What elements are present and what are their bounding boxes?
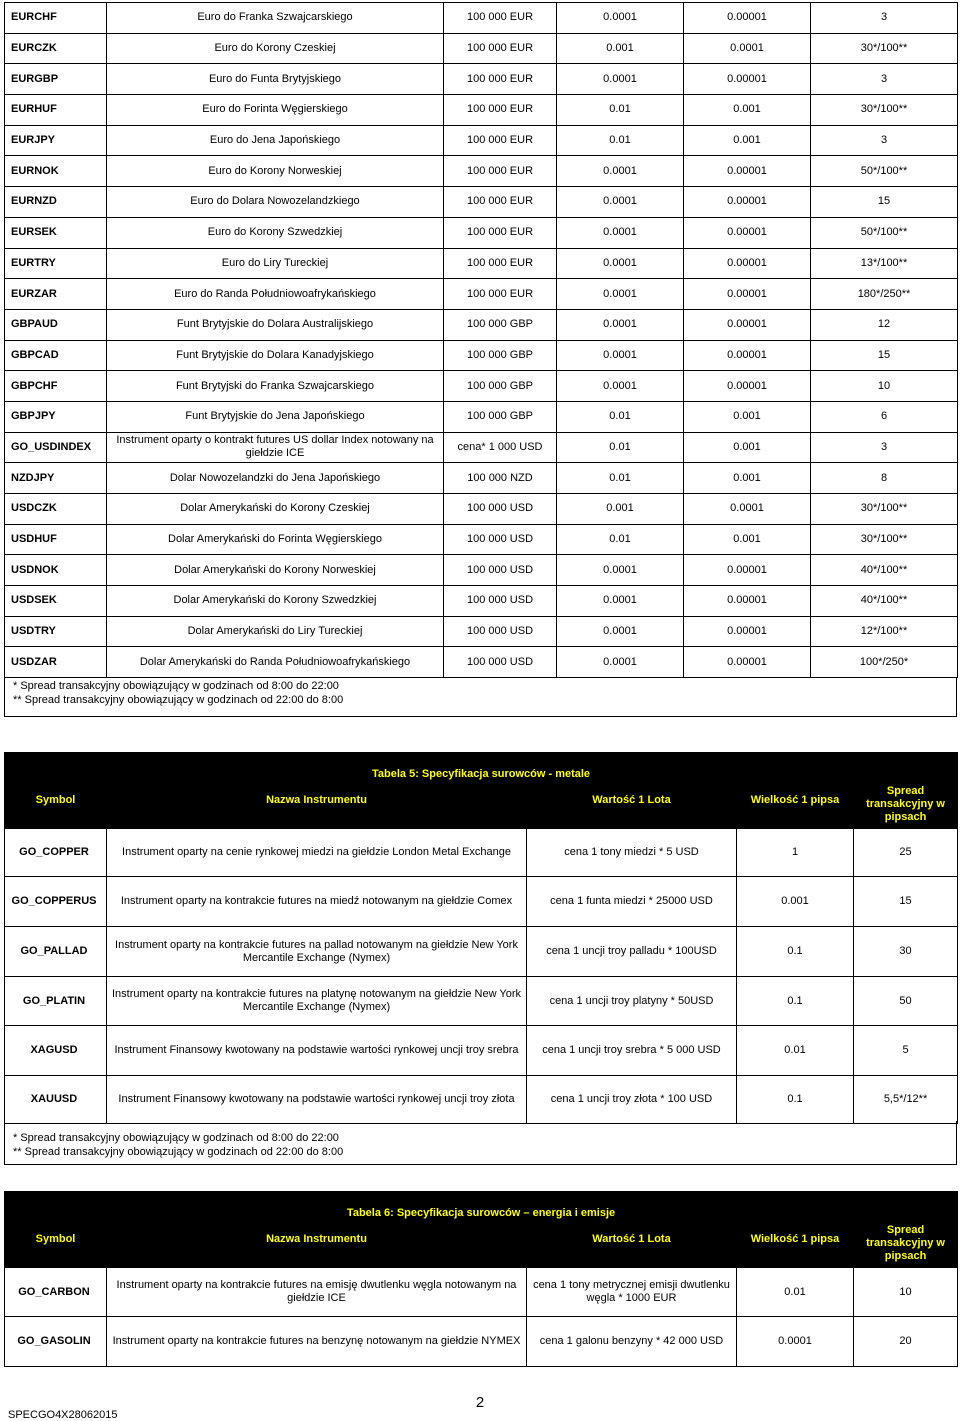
lot-value-cell: 100 000 EUR bbox=[444, 248, 557, 279]
instrument-name-cell: Dolar Amerykański do Liry Tureckiej bbox=[107, 616, 444, 647]
table-row bbox=[5, 3, 958, 34]
lot-value-cell: 100 000 EUR bbox=[444, 279, 557, 310]
lot-value-cell: 100 000 EUR bbox=[444, 33, 557, 64]
symbol-cell: GO_PALLAD bbox=[5, 927, 107, 977]
table-row bbox=[5, 927, 958, 977]
lot-value-cell: cena 1 funta miedzi * 25000 USD bbox=[527, 877, 737, 927]
metals-footnotes bbox=[4, 1121, 957, 1165]
pip-size-cell: 0.0001 bbox=[557, 647, 684, 678]
pip-size-cell: 0.001 bbox=[557, 494, 684, 525]
lot-value-cell: 100 000 EUR bbox=[444, 3, 557, 34]
spread-cell: 40*/100** bbox=[811, 586, 958, 617]
pip-value-cell: 0.0001 bbox=[684, 33, 811, 64]
forex-table bbox=[4, 2, 958, 678]
table-row bbox=[5, 95, 958, 126]
table-title-row bbox=[5, 1192, 958, 1220]
metals-table bbox=[4, 752, 958, 1124]
instrument-name-cell: Instrument oparty na kontrakcie futures na emisję dwutlenku węgla notowanym na giełdzie ICE bbox=[107, 1268, 527, 1317]
pip-size-cell: 0.0001 bbox=[557, 3, 684, 34]
pip-size-cell: 0.0001 bbox=[557, 64, 684, 95]
spread-cell: 6 bbox=[811, 401, 958, 432]
instrument-name-cell: Instrument Finansowy kwotowany na podstawie wartości rynkowej uncji troy srebra bbox=[107, 1026, 527, 1076]
symbol-cell: GBPAUD bbox=[5, 309, 107, 340]
lot-value-cell: 100 000 EUR bbox=[444, 187, 557, 218]
table-row bbox=[5, 1317, 958, 1367]
lot-value-cell: 100 000 EUR bbox=[444, 156, 557, 187]
spread-cell: 100*/250* bbox=[811, 647, 958, 678]
spread-cell: 8 bbox=[811, 463, 958, 494]
table-row bbox=[5, 309, 958, 340]
instrument-name-cell: Dolar Amerykański do Korony Czeskiej bbox=[107, 494, 444, 525]
lot-value-cell: 100 000 GBP bbox=[444, 340, 557, 371]
pip-size-cell: 0.01 bbox=[557, 432, 684, 463]
table-title: Tabela 5: Specyfikacja surowców - metale bbox=[5, 753, 958, 781]
spread-cell: 15 bbox=[811, 187, 958, 218]
symbol-cell: EURHUF bbox=[5, 95, 107, 126]
spread-cell: 50 bbox=[854, 977, 958, 1026]
spread-cell: 5,5*/12** bbox=[854, 1076, 958, 1124]
symbol-cell: EURCZK bbox=[5, 33, 107, 64]
pip-size-cell: 0.01 bbox=[557, 401, 684, 432]
column-header: Wartość 1 Lota bbox=[527, 781, 737, 829]
instrument-name-cell: Euro do Liry Tureckiej bbox=[107, 248, 444, 279]
pip-size-cell: 0.0001 bbox=[557, 371, 684, 402]
pip-value-cell: 0.00001 bbox=[684, 187, 811, 218]
spread-cell: 15 bbox=[854, 877, 958, 927]
spread-cell: 3 bbox=[811, 432, 958, 463]
symbol-cell: USDZAR bbox=[5, 647, 107, 678]
spread-cell: 20 bbox=[854, 1317, 958, 1367]
symbol-cell: EURNZD bbox=[5, 187, 107, 218]
lot-value-cell: cena 1 uncji troy platyny * 50USD bbox=[527, 977, 737, 1026]
page-number: 2 bbox=[475, 1394, 485, 1411]
spread-cell: 12*/100** bbox=[811, 616, 958, 647]
spread-cell: 30*/100** bbox=[811, 33, 958, 64]
symbol-cell: GO_GASOLIN bbox=[5, 1317, 107, 1367]
pip-size-cell: 0.0001 bbox=[557, 309, 684, 340]
table-title: Tabela 6: Specyfikacja surowców – energia i emisje bbox=[5, 1192, 958, 1220]
pip-value-cell: 0.001 bbox=[684, 95, 811, 126]
spread-cell: 10 bbox=[811, 371, 958, 402]
pip-size-cell: 0.1 bbox=[737, 927, 854, 977]
lot-value-cell: 100 000 GBP bbox=[444, 401, 557, 432]
pip-value-cell: 0.0001 bbox=[684, 494, 811, 525]
symbol-cell: USDSEK bbox=[5, 586, 107, 617]
pip-size-cell: 0.0001 bbox=[557, 156, 684, 187]
symbol-cell: EURGBP bbox=[5, 64, 107, 95]
instrument-name-cell: Instrument oparty na kontrakcie futures na miedź notowanym na giełdzie Comex bbox=[107, 877, 527, 927]
lot-value-cell: 100 000 USD bbox=[444, 586, 557, 617]
lot-value-cell: 100 000 USD bbox=[444, 494, 557, 525]
spread-cell: 30*/100** bbox=[811, 494, 958, 525]
symbol-cell: EURJPY bbox=[5, 125, 107, 156]
instrument-name-cell: Instrument Finansowy kwotowany na podstawie wartości rynkowej uncji troy złota bbox=[107, 1076, 527, 1124]
table-row bbox=[5, 977, 958, 1026]
column-header: Spread transakcyjny w pipsach bbox=[854, 1220, 958, 1268]
table-row bbox=[5, 524, 958, 555]
column-header: Wielkość 1 pipsa bbox=[737, 781, 854, 829]
pip-size-cell: 0.01 bbox=[737, 1026, 854, 1076]
spread-cell: 13*/100** bbox=[811, 248, 958, 279]
instrument-name-cell: Dolar Nowozelandzki do Jena Japońskiego bbox=[107, 463, 444, 494]
footnote-day: * Spread transakcyjny obowiązujący w godzinach od 8:00 do 22:00 bbox=[13, 1132, 339, 1144]
instrument-name-cell: Instrument oparty na kontrakcie futures na platynę notowanym na giełdzie New York Mercantile Exchange (Nymex) bbox=[107, 977, 527, 1026]
pip-size-cell: 0.01 bbox=[557, 125, 684, 156]
table-row bbox=[5, 156, 958, 187]
lot-value-cell: cena 1 tony metrycznej emisji dwutlenku węgla * 1000 EUR bbox=[527, 1268, 737, 1317]
table-row bbox=[5, 279, 958, 310]
pip-value-cell: 0.00001 bbox=[684, 309, 811, 340]
spread-cell: 3 bbox=[811, 125, 958, 156]
pip-size-cell: 0.0001 bbox=[557, 586, 684, 617]
table-row bbox=[5, 187, 958, 218]
footnote-day: * Spread transakcyjny obowiązujący w godzinach od 8:00 do 22:00 bbox=[13, 680, 339, 692]
instrument-name-cell: Euro do Korony Norweskiej bbox=[107, 156, 444, 187]
instrument-name-cell: Euro do Korony Szwedzkiej bbox=[107, 217, 444, 248]
instrument-name-cell: Funt Brytyjskie do Dolara Kanadyjskiego bbox=[107, 340, 444, 371]
instrument-name-cell: Funt Brytyjski do Franka Szwajcarskiego bbox=[107, 371, 444, 402]
lot-value-cell: 100 000 USD bbox=[444, 555, 557, 586]
lot-value-cell: 100 000 GBP bbox=[444, 309, 557, 340]
pip-size-cell: 0.0001 bbox=[557, 248, 684, 279]
table-header-row bbox=[5, 1220, 958, 1268]
spread-cell: 180*/250** bbox=[811, 279, 958, 310]
forex-footnotes bbox=[4, 677, 957, 717]
table-row bbox=[5, 555, 958, 586]
footnote-night: ** Spread transakcyjny obowiązujący w godzinach od 22:00 do 8:00 bbox=[13, 1146, 344, 1158]
spread-cell: 3 bbox=[811, 3, 958, 34]
lot-value-cell: 100 000 USD bbox=[444, 647, 557, 678]
instrument-name-cell: Funt Brytyjskie do Jena Japońskiego bbox=[107, 401, 444, 432]
pip-value-cell: 0.001 bbox=[684, 524, 811, 555]
instrument-name-cell: Euro do Korony Czeskiej bbox=[107, 33, 444, 64]
instrument-name-cell: Euro do Funta Brytyjskiego bbox=[107, 64, 444, 95]
lot-value-cell: 100 000 EUR bbox=[444, 125, 557, 156]
pip-size-cell: 1 bbox=[737, 829, 854, 877]
pip-size-cell: 0.01 bbox=[557, 463, 684, 494]
instrument-name-cell: Euro do Forinta Węgierskiego bbox=[107, 95, 444, 126]
table-row bbox=[5, 125, 958, 156]
table-row bbox=[5, 432, 958, 463]
lot-value-cell: cena 1 uncji troy złota * 100 USD bbox=[527, 1076, 737, 1124]
symbol-cell: NZDJPY bbox=[5, 463, 107, 494]
symbol-cell: GBPJPY bbox=[5, 401, 107, 432]
symbol-cell: EURTRY bbox=[5, 248, 107, 279]
lot-value-cell: 100 000 USD bbox=[444, 524, 557, 555]
symbol-cell: GO_USDINDEX bbox=[5, 432, 107, 463]
pip-value-cell: 0.00001 bbox=[684, 340, 811, 371]
spread-cell: 3 bbox=[811, 64, 958, 95]
instrument-name-cell: Euro do Randa Południowoafrykańskiego bbox=[107, 279, 444, 310]
pip-size-cell: 0.001 bbox=[737, 877, 854, 927]
pip-size-cell: 0.01 bbox=[557, 524, 684, 555]
table-title-row bbox=[5, 753, 958, 781]
column-header: Symbol bbox=[5, 781, 107, 829]
pip-value-cell: 0.00001 bbox=[684, 248, 811, 279]
pip-size-cell: 0.0001 bbox=[557, 217, 684, 248]
table-row bbox=[5, 217, 958, 248]
pip-size-cell: 0.0001 bbox=[557, 279, 684, 310]
instrument-name-cell: Euro do Jena Japońskiego bbox=[107, 125, 444, 156]
table-row bbox=[5, 1268, 958, 1317]
symbol-cell: USDNOK bbox=[5, 555, 107, 586]
symbol-cell: USDHUF bbox=[5, 524, 107, 555]
lot-value-cell: cena* 1 000 USD bbox=[444, 432, 557, 463]
instrument-name-cell: Instrument oparty o kontrakt futures US dollar Index notowany na giełdzie ICE bbox=[107, 432, 444, 463]
pip-value-cell: 0.001 bbox=[684, 463, 811, 494]
table-row bbox=[5, 401, 958, 432]
table-row bbox=[5, 371, 958, 402]
column-header: Wielkość 1 pipsa bbox=[737, 1220, 854, 1268]
symbol-cell: EURCHF bbox=[5, 3, 107, 34]
pip-size-cell: 0.1 bbox=[737, 977, 854, 1026]
instrument-name-cell: Dolar Amerykański do Korony Norweskiej bbox=[107, 555, 444, 586]
symbol-cell: EURSEK bbox=[5, 217, 107, 248]
pip-size-cell: 0.01 bbox=[557, 95, 684, 126]
spread-cell: 5 bbox=[854, 1026, 958, 1076]
lot-value-cell: cena 1 tony miedzi * 5 USD bbox=[527, 829, 737, 877]
table-row bbox=[5, 494, 958, 525]
lot-value-cell: 100 000 GBP bbox=[444, 371, 557, 402]
pip-size-cell: 0.0001 bbox=[557, 616, 684, 647]
pip-value-cell: 0.00001 bbox=[684, 586, 811, 617]
pip-value-cell: 0.00001 bbox=[684, 64, 811, 95]
table-row bbox=[5, 647, 958, 678]
table-row bbox=[5, 877, 958, 927]
instrument-name-cell: Instrument oparty na kontrakcie futures na pallad notowanym na giełdzie New York Mercantile Exchange (Nymex) bbox=[107, 927, 527, 977]
symbol-cell: GO_COPPERUS bbox=[5, 877, 107, 927]
table-row bbox=[5, 586, 958, 617]
column-header: Symbol bbox=[5, 1220, 107, 1268]
symbol-cell: GBPCAD bbox=[5, 340, 107, 371]
instrument-name-cell: Instrument oparty na kontrakcie futures na benzynę notowanym na giełdzie NYMEX bbox=[107, 1317, 527, 1367]
pip-value-cell: 0.001 bbox=[684, 125, 811, 156]
table-row bbox=[5, 340, 958, 371]
spread-cell: 10 bbox=[854, 1268, 958, 1317]
lot-value-cell: cena 1 galonu benzyny * 42 000 USD bbox=[527, 1317, 737, 1367]
symbol-cell: USDCZK bbox=[5, 494, 107, 525]
lot-value-cell: 100 000 EUR bbox=[444, 95, 557, 126]
pip-size-cell: 0.0001 bbox=[557, 555, 684, 586]
instrument-name-cell: Euro do Franka Szwajcarskiego bbox=[107, 3, 444, 34]
symbol-cell: XAGUSD bbox=[5, 1026, 107, 1076]
symbol-cell: GO_CARBON bbox=[5, 1268, 107, 1317]
symbol-cell: EURNOK bbox=[5, 156, 107, 187]
table-row bbox=[5, 616, 958, 647]
column-header: Nazwa Instrumentu bbox=[107, 1220, 527, 1268]
table-row bbox=[5, 64, 958, 95]
symbol-cell: XAUUSD bbox=[5, 1076, 107, 1124]
pip-size-cell: 0.0001 bbox=[737, 1317, 854, 1367]
table-row bbox=[5, 1076, 958, 1124]
spread-cell: 40*/100** bbox=[811, 555, 958, 586]
energy-table bbox=[4, 1191, 958, 1367]
pip-value-cell: 0.00001 bbox=[684, 616, 811, 647]
table-row bbox=[5, 829, 958, 877]
symbol-cell: GBPCHF bbox=[5, 371, 107, 402]
table-row bbox=[5, 463, 958, 494]
pip-value-cell: 0.001 bbox=[684, 432, 811, 463]
column-header: Spread transakcyjny w pipsach bbox=[854, 781, 958, 829]
symbol-cell: GO_PLATIN bbox=[5, 977, 107, 1026]
pip-value-cell: 0.00001 bbox=[684, 3, 811, 34]
lot-value-cell: 100 000 EUR bbox=[444, 64, 557, 95]
pip-size-cell: 0.001 bbox=[557, 33, 684, 64]
pip-size-cell: 0.01 bbox=[737, 1268, 854, 1317]
spread-cell: 15 bbox=[811, 340, 958, 371]
pip-size-cell: 0.0001 bbox=[557, 187, 684, 218]
pip-value-cell: 0.00001 bbox=[684, 555, 811, 586]
lot-value-cell: cena 1 uncji troy srebra * 5 000 USD bbox=[527, 1026, 737, 1076]
column-header: Nazwa Instrumentu bbox=[107, 781, 527, 829]
instrument-name-cell: Dolar Amerykański do Forinta Węgierskiego bbox=[107, 524, 444, 555]
spread-cell: 50*/100** bbox=[811, 217, 958, 248]
pip-value-cell: 0.00001 bbox=[684, 156, 811, 187]
symbol-cell: EURZAR bbox=[5, 279, 107, 310]
instrument-name-cell: Dolar Amerykański do Randa Południowoafrykańskiego bbox=[107, 647, 444, 678]
lot-value-cell: 100 000 EUR bbox=[444, 217, 557, 248]
spread-cell: 30*/100** bbox=[811, 95, 958, 126]
pip-value-cell: 0.00001 bbox=[684, 647, 811, 678]
lot-value-cell: cena 1 uncji troy palladu * 100USD bbox=[527, 927, 737, 977]
document-code: SPECGO4X28062015 bbox=[8, 1409, 118, 1421]
table-row bbox=[5, 248, 958, 279]
pip-value-cell: 0.00001 bbox=[684, 217, 811, 248]
table-row bbox=[5, 33, 958, 64]
spread-cell: 30 bbox=[854, 927, 958, 977]
footnote-night: ** Spread transakcyjny obowiązujący w godzinach od 22:00 do 8:00 bbox=[13, 694, 344, 706]
spread-cell: 25 bbox=[854, 829, 958, 877]
table-header-row bbox=[5, 781, 958, 829]
instrument-name-cell: Instrument oparty na cenie rynkowej miedzi na giełdzie London Metal Exchange bbox=[107, 829, 527, 877]
pip-value-cell: 0.00001 bbox=[684, 371, 811, 402]
pip-value-cell: 0.001 bbox=[684, 401, 811, 432]
lot-value-cell: 100 000 USD bbox=[444, 616, 557, 647]
pip-value-cell: 0.00001 bbox=[684, 279, 811, 310]
spread-cell: 50*/100** bbox=[811, 156, 958, 187]
spread-cell: 30*/100** bbox=[811, 524, 958, 555]
pip-size-cell: 0.0001 bbox=[557, 340, 684, 371]
lot-value-cell: 100 000 NZD bbox=[444, 463, 557, 494]
symbol-cell: USDTRY bbox=[5, 616, 107, 647]
spread-cell: 12 bbox=[811, 309, 958, 340]
symbol-cell: GO_COPPER bbox=[5, 829, 107, 877]
instrument-name-cell: Euro do Dolara Nowozelandzkiego bbox=[107, 187, 444, 218]
pip-size-cell: 0.1 bbox=[737, 1076, 854, 1124]
table-row bbox=[5, 1026, 958, 1076]
instrument-name-cell: Dolar Amerykański do Korony Szwedzkiej bbox=[107, 586, 444, 617]
column-header: Wartość 1 Lota bbox=[527, 1220, 737, 1268]
instrument-name-cell: Funt Brytyjskie do Dolara Australijskiego bbox=[107, 309, 444, 340]
